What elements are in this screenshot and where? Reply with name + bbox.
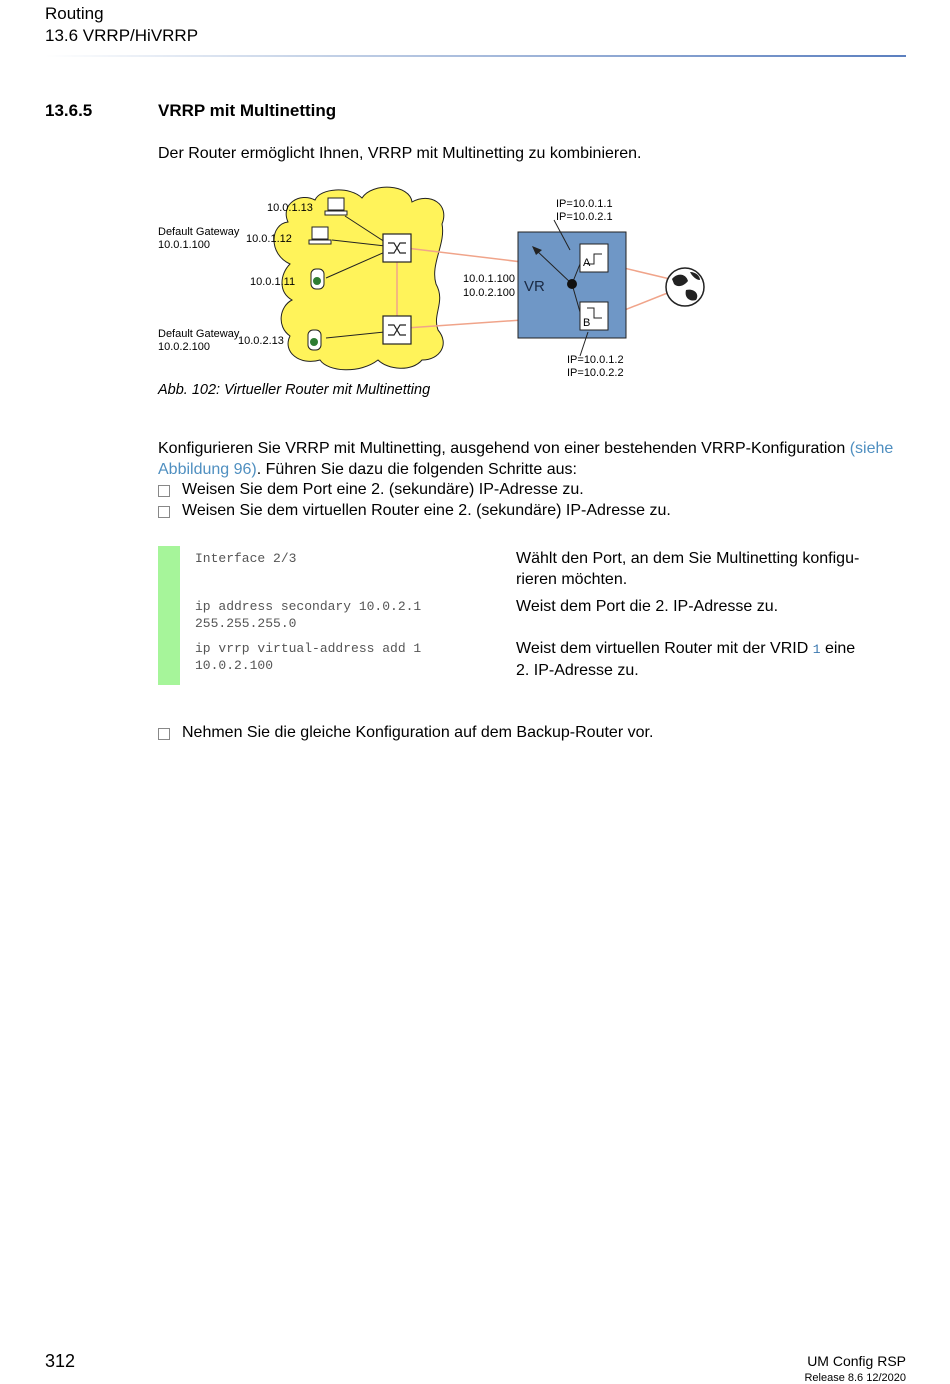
command-3-line-1: ip vrrp virtual-address add 1 [195, 641, 422, 656]
final-step-text: Nehmen Sie die gleiche Konfiguration auf dem Backup-Router vor. [182, 724, 654, 741]
checkbox-icon [158, 506, 170, 518]
footer-document: UM Config RSP [807, 1353, 906, 1369]
header-section: 13.6 VRRP/HiVRRP [45, 26, 199, 45]
pc-10-0-1-13-icon [325, 198, 347, 215]
label-ip-10-0-1-12: 10.0.1.12 [246, 233, 292, 245]
figure-reference-link[interactable]: (siehe Abbildung 96) [158, 440, 894, 478]
label-vr-addr-1: 10.0.1.100 [463, 273, 515, 285]
header-chapter: Routing [45, 4, 104, 23]
command-3-desc-text-a: Weist dem virtuellen Router mit der VRID [516, 640, 813, 657]
label-router-b: B [583, 317, 591, 329]
command-3-description [516, 638, 906, 681]
command-2 [195, 598, 421, 632]
label-router-a: A [583, 257, 591, 269]
command-2-line-2: 255.255.255.0 [195, 616, 297, 631]
internet-globe-icon [666, 268, 704, 306]
step-2-text: Weisen Sie dem virtuellen Router eine 2. (sekundäre) IP-Adresse zu. [182, 502, 671, 519]
command-3 [195, 640, 421, 674]
checkbox-icon [158, 728, 170, 740]
label-vr: VR [524, 278, 545, 295]
command-1-desc-line-2: rieren möchten. [516, 571, 628, 588]
pc-10-0-1-12-icon [309, 227, 331, 244]
vrid-value: 1 [812, 642, 821, 657]
server-10-0-2-13-icon [308, 330, 321, 350]
switch-2-icon [383, 316, 411, 344]
label-b-ip-1: IP=10.0.1.2 [567, 354, 624, 366]
footer-release: Release 8.6 12/2020 [804, 1372, 906, 1384]
instructions-text-b: . Führen Sie dazu die folgenden Schritte aus: [256, 460, 577, 478]
command-1 [195, 550, 296, 567]
label-ip-10-0-1-11: 10.0.1.11 [250, 276, 296, 288]
code-block-marker [158, 546, 180, 685]
checkbox-icon [158, 485, 170, 497]
label-vr-addr-2: 10.0.2.100 [463, 287, 515, 299]
label-default-gateway-1-addr: 10.0.1.100 [158, 239, 210, 251]
server-10-0-1-11-icon [311, 269, 324, 289]
intro-paragraph: Der Router ermöglicht Ihnen, VRRP mit Multinetting zu kombinieren. [158, 145, 642, 162]
final-step [158, 724, 653, 742]
command-2-line-1: ip address secondary 10.0.2.1 [195, 599, 422, 614]
label-ip-10-0-2-13: 10.0.2.13 [238, 335, 284, 347]
section-number: 13.6.5 [45, 101, 93, 120]
command-1-desc-line-1: Wählt den Port, an dem Sie Multinetting konfigu- [516, 550, 860, 567]
label-a-ip-1: IP=10.0.1.1 [556, 198, 613, 210]
command-2-desc-line-1: Weist dem Port die 2. IP-Adresse zu. [516, 598, 779, 615]
figure-caption: Abb. 102: Virtueller Router mit Multinetting [158, 382, 431, 398]
command-3-line-2: 10.0.2.100 [195, 658, 274, 673]
command-1-line-1: Interface 2/3 [195, 551, 297, 566]
step-1 [158, 481, 584, 499]
label-a-ip-2: IP=10.0.2.1 [556, 211, 613, 223]
page-number: 312 [45, 1351, 76, 1371]
section-title: VRRP mit Multinetting [158, 101, 337, 120]
label-default-gateway-2-addr: 10.0.2.100 [158, 341, 210, 353]
network-diagram [150, 184, 720, 384]
instructions-paragraph [158, 439, 918, 480]
step-2 [158, 502, 671, 520]
label-b-ip-2: IP=10.0.2.2 [567, 367, 624, 379]
header-divider [45, 55, 906, 57]
command-3-desc-line-2: 2. IP-Adresse zu. [516, 662, 639, 679]
command-3-desc-text-b: eine [820, 640, 856, 657]
switch-1-icon [383, 234, 411, 262]
network-cloud [274, 187, 444, 370]
label-default-gateway-1: Default Gateway [158, 226, 240, 238]
command-1-description [516, 548, 906, 590]
step-1-text: Weisen Sie dem Port eine 2. (sekundäre) IP-Adresse zu. [182, 481, 584, 498]
command-2-description [516, 596, 906, 617]
command-3-desc-line-1 [516, 638, 906, 660]
label-default-gateway-2: Default Gateway [158, 328, 240, 340]
label-ip-10-0-1-13: 10.0.1.13 [267, 202, 313, 214]
instructions-text-a: Konfigurieren Sie VRRP mit Multinetting, ausgehend von einer bestehenden VRRP-Konfiguration [158, 440, 846, 457]
